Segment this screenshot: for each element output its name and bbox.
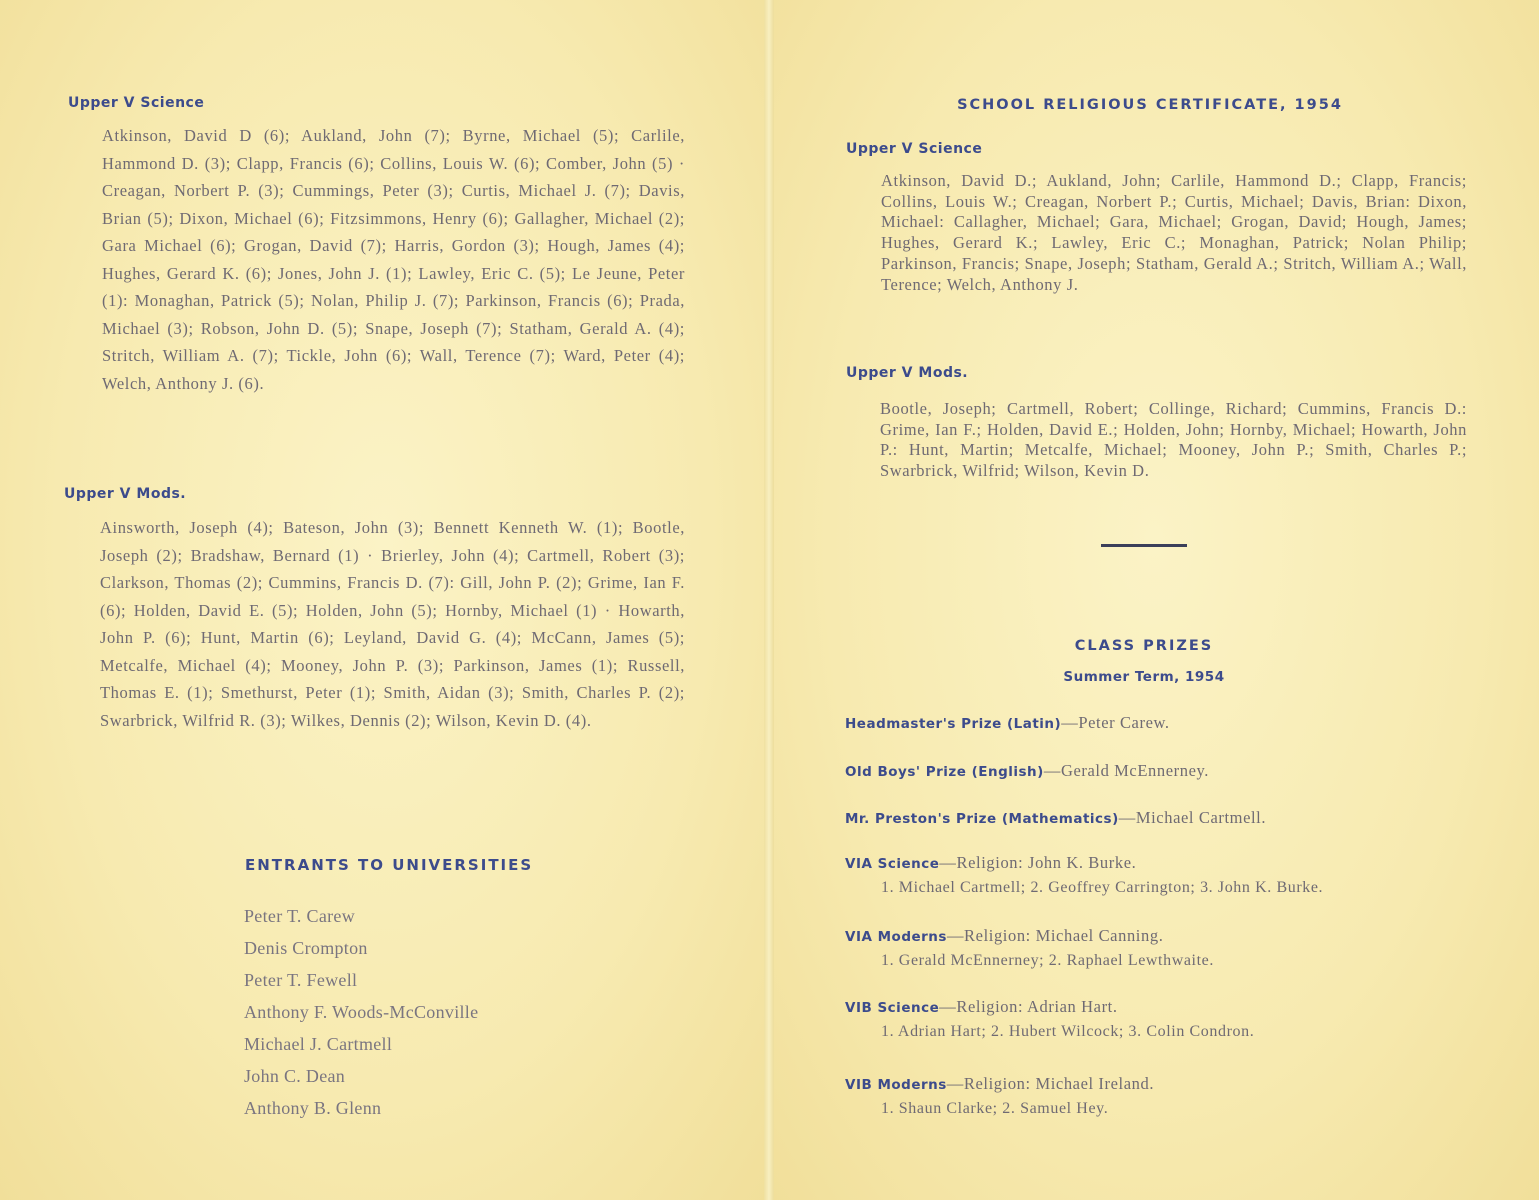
- prize-winners: 1. Michael Cartmell; 2. Geoffrey Carrington; 3. John K. Burke.: [881, 879, 1324, 896]
- prize-text: —Religion: Michael Canning.: [946, 926, 1164, 945]
- upper-v-mods-list: Ainsworth, Joseph (4); Bateson, John (3); Bennett Kenneth W. (1); Bootle, Joseph (2); Bradshaw, Bernard (1) · Brierley, John (4); Cartmell, Robert (3); Clarkson, Thomas (2); Cummins, Francis D. (7): Gill, John P. (2); Grime, Ian F. (6); Holden, David E. (5); Holden, John (5); Hornby, Michael (1) · Howarth, John P. (6); Hunt, Martin (6); Leyland, David G. (4); McCann, James (5); Metcalfe, Michael (4); Mooney, John P. (3); Parkinson, James (1); Russell, Thomas E. (1); Smethurst, Peter (1); Smith, Aidan (3); Smith, Charles P. (2); Swarbrick, Wilfrid R. (3); Wilkes, Dennis (2); Wilson, Kevin D. (4).: [100, 518, 685, 730]
- prize-label: Old Boys' Prize (English): [845, 764, 1044, 780]
- prize-winners: 1. Adrian Hart; 2. Hubert Wilcock; 3. Colin Condron.: [881, 1023, 1255, 1040]
- prize-label: VIB Moderns: [845, 1077, 947, 1093]
- cert-mods-heading: Upper V Mods.: [846, 365, 969, 381]
- prize-entry: [845, 1074, 1485, 1118]
- entrant-name: Denis Crompton: [244, 938, 368, 958]
- section-divider: [1101, 544, 1187, 547]
- entrants-heading: ENTRANTS TO UNIVERSITIES: [245, 856, 534, 874]
- prize-text: —Michael Cartmell.: [1118, 808, 1267, 827]
- prize-text: —Religion: Adrian Hart.: [939, 997, 1118, 1016]
- entrant-name: Anthony B. Glenn: [244, 1098, 382, 1118]
- entrant-name: John C. Dean: [244, 1066, 346, 1086]
- prize-winners: 1. Shaun Clarke; 2. Samuel Hey.: [881, 1100, 1109, 1117]
- cert-science-heading: Upper V Science: [846, 141, 983, 157]
- class-prizes-heading: CLASS PRIZES: [1074, 638, 1214, 654]
- prize-label: VIA Moderns: [845, 929, 947, 945]
- prize-text: —Peter Carew.: [1061, 713, 1170, 732]
- prize-entry: [845, 713, 1485, 733]
- prize-entry: [845, 853, 1485, 897]
- prize-entry: [845, 997, 1485, 1041]
- class-prizes-subheading: Summer Term, 1954: [1063, 669, 1225, 685]
- prize-entry: [845, 808, 1485, 828]
- upper-v-science-list: Atkinson, David D (6); Aukland, John (7); Byrne, Michael (5); Carlile, Hammond D. (3); Clapp, Francis (6); Collins, Louis W. (6); Comber, John (5) · Creagan, Norbert P. (3); Cummings, Peter (3); Curtis, Michael J. (7); Davis, Brian (5); Dixon, Michael (6); Fitzsimmons, Henry (6); Gallagher, Michael (2); Gara Michael (6); Grogan, David (7); Harris, Gordon (3); Hough, James (4); Hughes, Gerard K. (6); Jones, John J. (1); Lawley, Eric C. (5); Le Jeune, Peter (1): Monaghan, Patrick (5); Nolan, Philip J. (7); Parkinson, Francis (6); Prada, Michael (3); Robson, John D. (5); Snape, Joseph (7); Statham, Gerald A. (4); Stritch, William A. (7); Tickle, John (6); Wall, Terence (7); Ward, Peter (4); Welch, Anthony J. (6).: [102, 126, 685, 393]
- cert-science-list: Atkinson, David D.; Aukland, John; Carlile, Hammond D.; Clapp, Francis; Collins, Louis W.; Creagan, Norbert P.; Curtis, Michael; Davis, Brian: Dixon, Michael: Callagher, Michael; Gara, Michael; Grogan, David; Hough, James; Hughes, Gerard K.; Lawley, Eric C.; Monaghan, Patrick; Nolan Philip; Parkinson, Francis; Snape, Joseph; Statham, Gerald A.; Stritch, William A.; Wall, Terence; Welch, Anthony J.: [881, 171, 1467, 294]
- upper-v-science-heading: Upper V Science: [68, 95, 205, 111]
- cert-mods-list: Bootle, Joseph; Cartmell, Robert; Collinge, Richard; Cummins, Francis D.: Grime, Ian F.; Holden, David E.; Holden, John; Hornby, Michael; Howarth, John P.: Hunt, Martin; Metcalfe, Michael; Mooney, John P.; Smith, Charles P.; Swarbrick, Wilfrid; Wilson, Kevin D.: [880, 399, 1467, 481]
- book-gutter: [764, 0, 774, 1200]
- upper-v-mods-heading: Upper V Mods.: [64, 486, 187, 502]
- prize-entry: [845, 761, 1485, 781]
- certificate-heading: SCHOOL RELIGIOUS CERTIFICATE, 1954: [957, 97, 1343, 113]
- entrant-name: Michael J. Cartmell: [244, 1034, 393, 1054]
- entrant-name: Peter T. Carew: [244, 906, 355, 926]
- prize-label: Mr. Preston's Prize (Mathematics): [845, 811, 1119, 827]
- prize-text: —Religion: Michael Ireland.: [946, 1074, 1155, 1093]
- prize-winners: 1. Gerald McEnnerney; 2. Raphael Lewthwaite.: [881, 952, 1214, 969]
- prize-text: —Gerald McEnnerney.: [1043, 761, 1210, 780]
- prize-entry: [845, 926, 1485, 970]
- entrant-name: Anthony F. Woods-McConville: [244, 1002, 479, 1022]
- prize-label: Headmaster's Prize (Latin): [845, 716, 1062, 732]
- entrants-list: [244, 900, 478, 1124]
- prize-text: —Religion: John K. Burke.: [939, 853, 1137, 872]
- entrant-name: Peter T. Fewell: [244, 970, 358, 990]
- prize-label: VIB Science: [845, 1000, 940, 1016]
- prize-label: VIA Science: [845, 856, 940, 872]
